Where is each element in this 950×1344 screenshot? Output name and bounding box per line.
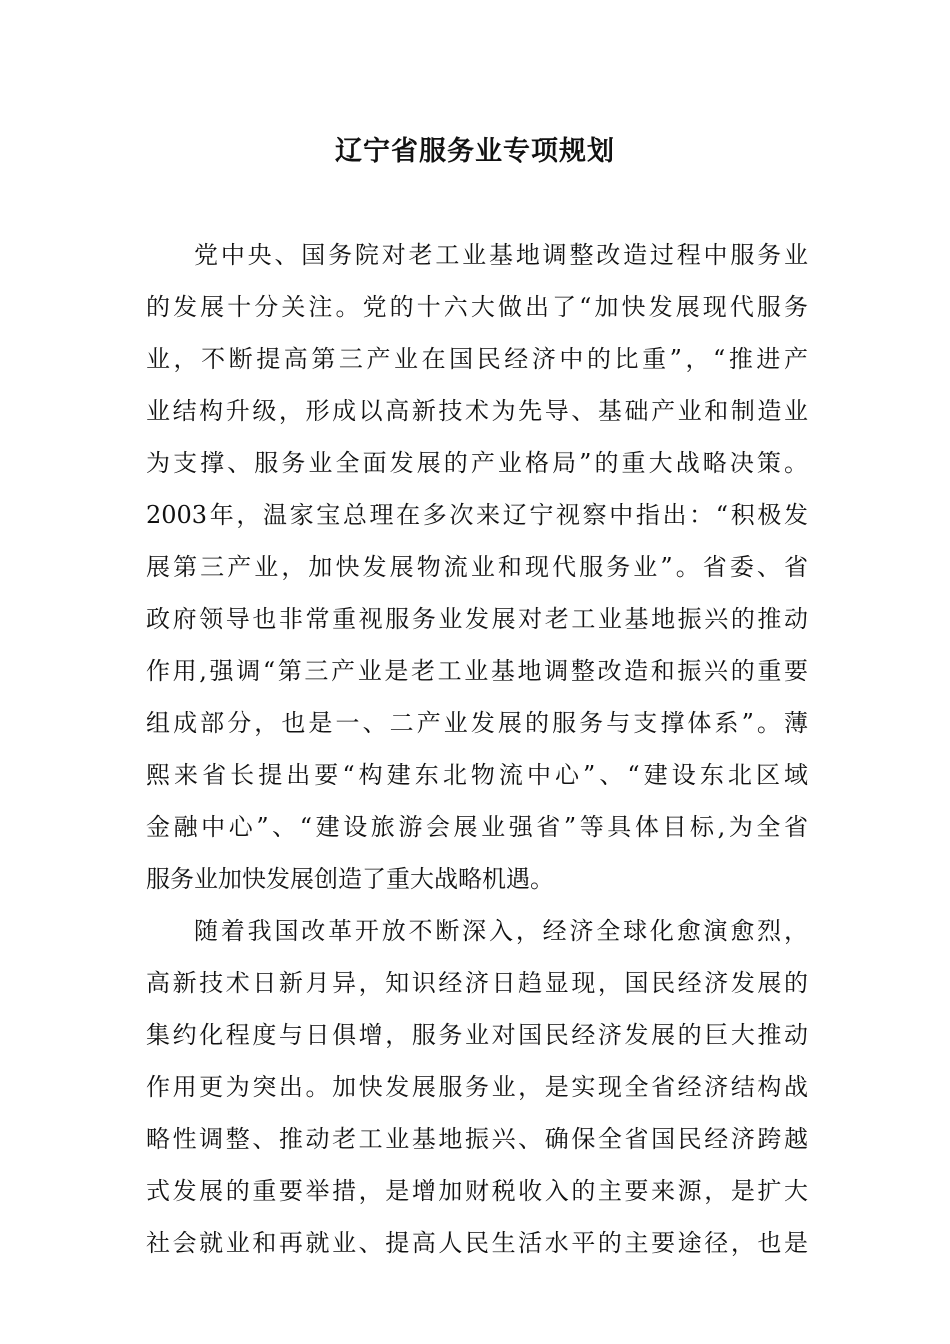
text-line: 社会就业和再就业、提高人民生活水平的主要途径，也是: [146, 1229, 808, 1257]
document-body: [146, 229, 808, 1269]
text-line: 党中央、国务院对老工业基地调整改造过程中服务业: [194, 241, 808, 269]
text-line: 为支撑、服务业全面发展的产业格局”的重大战略决策。: [146, 449, 808, 477]
text-line: 金融中心”、“建设旅游会展业强省”等具体目标,为全省: [146, 813, 808, 841]
text-line: 业结构升级，形成以高新技术为先导、基础产业和制造业: [146, 397, 808, 425]
paragraph-2: [146, 905, 808, 1269]
text-line: 业，不断提高第三产业在国民经济中的比重”，“推进产: [146, 345, 808, 373]
text-line: 2003年，温家宝总理在多次来辽宁视察中指出：“积极发: [146, 501, 808, 529]
text-line: 随着我国改革开放不断深入，经济全球化愈演愈烈，: [194, 917, 808, 945]
text-line: 作用,强调“第三产业是老工业基地调整改造和振兴的重要: [146, 657, 808, 685]
text-line: 集约化程度与日俱增，服务业对国民经济发展的巨大推动: [146, 1021, 808, 1049]
paragraph-1: [146, 229, 808, 905]
text-line: 高新技术日新月异，知识经济日趋显现，国民经济发展的: [146, 969, 808, 997]
text-line: 组成部分，也是一、二产业发展的服务与支撑体系”。薄: [146, 709, 808, 737]
text-line: 式发展的重要举措，是增加财税收入的主要来源，是扩大: [146, 1177, 808, 1205]
text-line: 的发展十分关注。党的十六大做出了“加快发展现代服务: [146, 293, 808, 321]
document-title: 辽宁省服务业专项规划: [335, 136, 615, 167]
text-line: 作用更为突出。加快发展服务业，是实现全省经济结构战: [146, 1073, 808, 1101]
text-line: 服务业加快发展创造了重大战略机遇。: [146, 865, 554, 893]
text-line: 熙来省长提出要“构建东北物流中心”、“建设东北区域: [146, 761, 808, 789]
text-line: 展第三产业，加快发展物流业和现代服务业”。省委、省: [146, 553, 808, 581]
text-line: 略性调整、推动老工业基地振兴、确保全省国民经济跨越: [146, 1125, 808, 1153]
text-line: 政府领导也非常重视服务业发展对老工业基地振兴的推动: [146, 605, 808, 633]
